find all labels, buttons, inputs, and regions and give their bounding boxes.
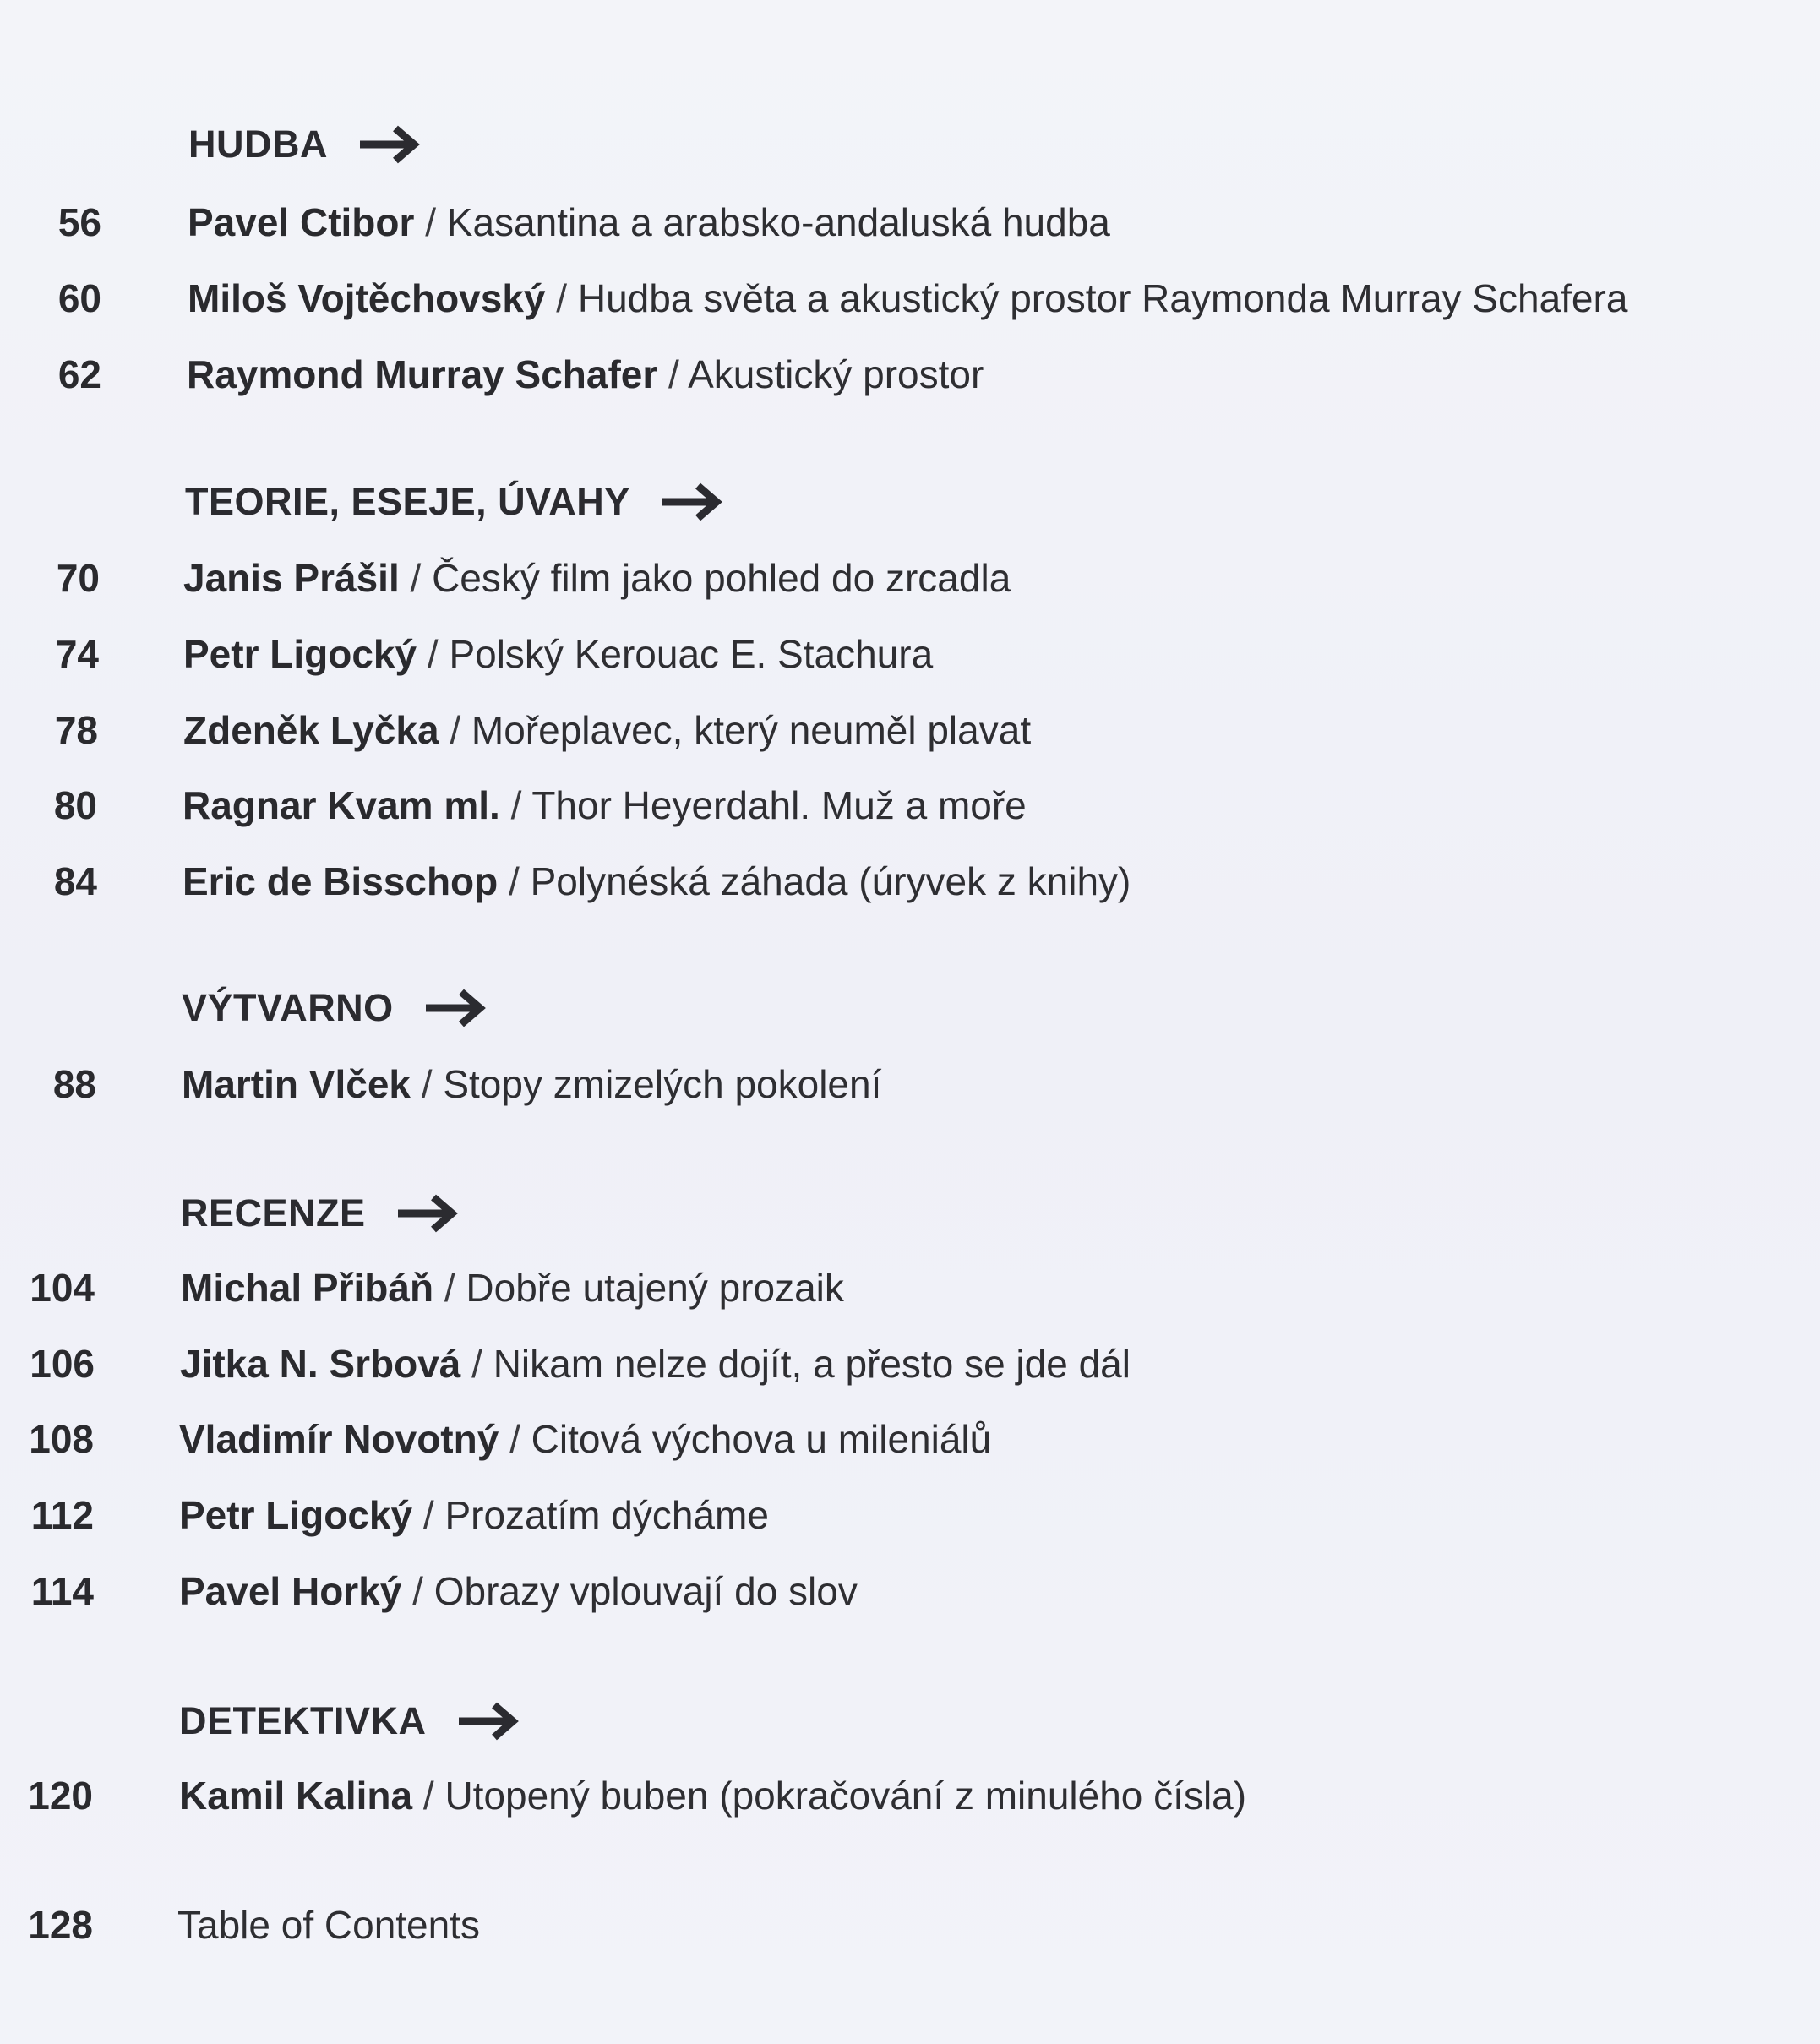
section-heading-label: VÝTVARNO xyxy=(182,986,394,1029)
page-number: 128 xyxy=(28,1903,93,1947)
entry-text xyxy=(181,1262,844,1313)
article-title: Hudba světa a akustický prostor Raymonda Murray Schafera xyxy=(577,276,1628,320)
arrow-right-icon xyxy=(457,1700,525,1742)
page-number: 120 xyxy=(28,1774,93,1818)
arrow-right-icon xyxy=(661,481,728,523)
arrow-right-icon xyxy=(424,987,492,1029)
author-name: Miloš Vojtěchovský xyxy=(188,276,546,320)
article-title: Prozatím dýcháme xyxy=(444,1493,769,1537)
entry-text xyxy=(183,780,1027,831)
entry-text xyxy=(183,553,1011,603)
separator: / xyxy=(399,556,433,600)
page-number: 84 xyxy=(53,859,97,903)
author-name: Kamil Kalina xyxy=(179,1774,413,1818)
page-number: 106 xyxy=(30,1342,95,1386)
article-title: Citová výchova u mileniálů xyxy=(531,1417,992,1461)
section-heading-detektivka xyxy=(179,1699,525,1743)
separator: / xyxy=(545,276,578,320)
separator: / xyxy=(412,1774,445,1818)
separator: / xyxy=(439,708,471,752)
page-number: 62 xyxy=(57,352,101,396)
separator: / xyxy=(499,1417,531,1461)
page-number: 70 xyxy=(56,556,100,600)
article-title: Obrazy vplouvají do slov xyxy=(433,1569,858,1613)
entry-text xyxy=(179,1566,858,1616)
author-name: Ragnar Kvam ml. xyxy=(183,783,500,827)
author-name: Raymond Murray Schafer xyxy=(187,352,658,396)
author-name: Michal Přibáň xyxy=(181,1266,434,1310)
entry-text xyxy=(179,1414,991,1464)
author-name: Janis Prášil xyxy=(183,556,400,600)
article-title: Dobře utajený prozaik xyxy=(466,1266,844,1310)
page-number: 114 xyxy=(30,1569,94,1613)
separator: / xyxy=(499,783,532,827)
page-number: 60 xyxy=(57,276,101,320)
page-number: 78 xyxy=(54,708,98,752)
entry-text xyxy=(187,349,984,400)
article-title: Stopy zmizelých pokolení xyxy=(443,1062,882,1106)
article-title: Polský Kerouac E. Stachura xyxy=(449,632,934,676)
article-title: Table of Contents xyxy=(177,1903,481,1947)
entry-text xyxy=(188,197,1110,248)
author-name: Martin Vlček xyxy=(182,1062,411,1106)
author-name: Petr Ligocký xyxy=(183,632,417,676)
page-number: 74 xyxy=(55,632,99,676)
entry-text xyxy=(180,1338,1131,1389)
separator: / xyxy=(657,352,689,396)
author-name: Jitka N. Srbová xyxy=(180,1342,461,1386)
article-title: Mořeplavec, který neuměl plavat xyxy=(471,708,1032,752)
entry-text xyxy=(179,1490,769,1540)
author-name: Eric de Bisschop xyxy=(183,859,499,903)
separator: / xyxy=(411,1062,444,1106)
page-number: 88 xyxy=(52,1062,96,1106)
entry-text xyxy=(182,1059,881,1109)
section-heading-hudba xyxy=(188,123,426,166)
entry-text xyxy=(183,705,1031,755)
author-name: Pavel Ctibor xyxy=(188,200,415,244)
section-heading-teorie xyxy=(185,480,728,524)
section-heading-label: DETEKTIVKA xyxy=(179,1699,427,1742)
entry-text xyxy=(179,1770,1246,1821)
page-number: 104 xyxy=(30,1266,95,1310)
page-number: 112 xyxy=(30,1493,94,1537)
author-name: Pavel Horký xyxy=(179,1569,402,1613)
article-title: Český film jako pohled do zrcadla xyxy=(432,556,1011,600)
separator: / xyxy=(433,1266,466,1310)
article-title: Utopený buben (pokračování z minulého čísla) xyxy=(444,1774,1247,1818)
page-number: 56 xyxy=(57,200,101,244)
entry-text xyxy=(177,1900,480,1950)
entry-text xyxy=(183,629,933,679)
section-heading-recenze xyxy=(181,1191,464,1235)
article-title: Thor Heyerdahl. Muž a moře xyxy=(531,783,1027,827)
separator: / xyxy=(401,1569,434,1613)
separator: / xyxy=(414,200,447,244)
entry-text xyxy=(188,273,1627,324)
section-heading-vytvarno xyxy=(182,986,492,1030)
arrow-right-icon xyxy=(358,123,426,166)
separator: / xyxy=(460,1342,493,1386)
article-title: Akustický prostor xyxy=(688,352,984,396)
author-name: Petr Ligocký xyxy=(179,1493,413,1537)
page-number: 108 xyxy=(29,1417,94,1461)
separator: / xyxy=(498,859,531,903)
article-title: Kasantina a arabsko-andaluská hudba xyxy=(446,200,1110,244)
arrow-right-icon xyxy=(396,1192,464,1235)
page-number: 80 xyxy=(53,783,97,827)
author-name: Zdeněk Lyčka xyxy=(183,708,439,752)
entry-text xyxy=(183,856,1131,907)
separator: / xyxy=(417,632,450,676)
section-heading-label: TEORIE, ESEJE, ÚVAHY xyxy=(185,480,630,523)
author-name: Vladimír Novotný xyxy=(179,1417,499,1461)
separator: / xyxy=(412,1493,445,1537)
section-heading-label: HUDBA xyxy=(188,123,328,166)
article-title: Nikam nelze dojít, a přesto se jde dál xyxy=(493,1342,1131,1386)
section-heading-label: RECENZE xyxy=(181,1191,366,1235)
article-title: Polynéská záhada (úryvek z knihy) xyxy=(530,859,1131,903)
